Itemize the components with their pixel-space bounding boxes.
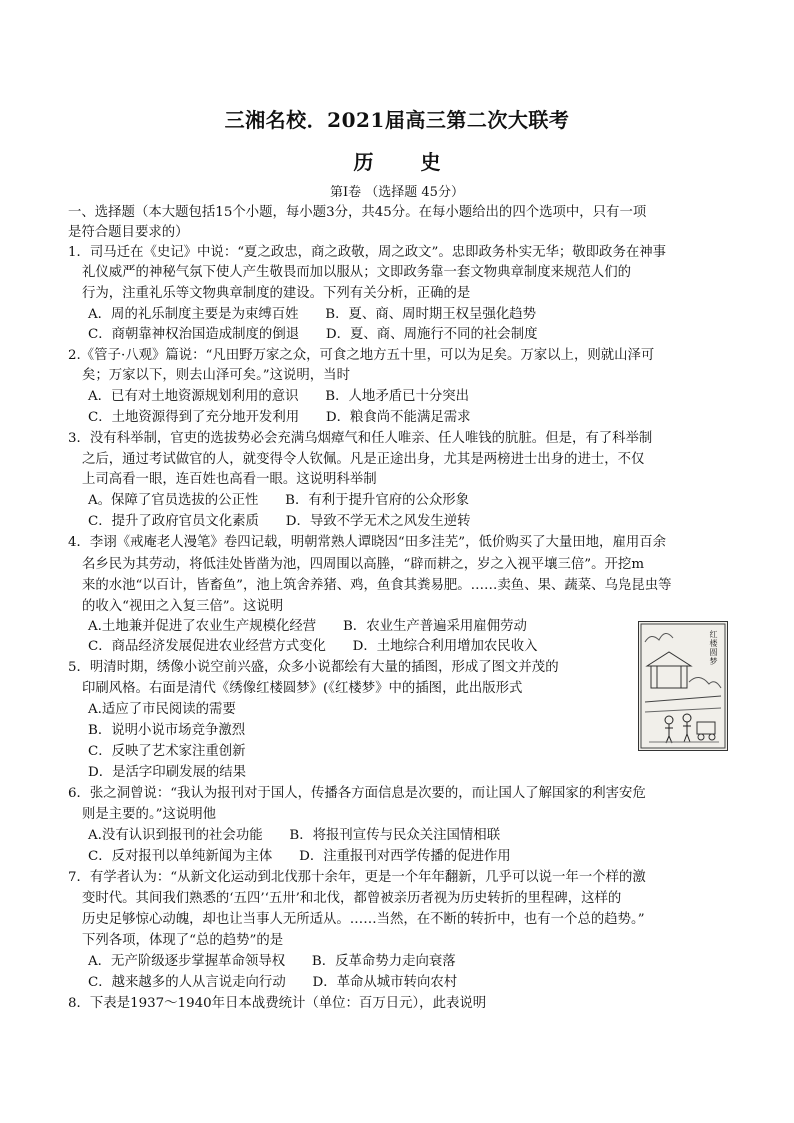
question-7-options: C．越来越多的人从言说走向行动 D．革命从城市转向农村 <box>88 975 458 990</box>
question-1-stem: 礼仪威严的神秘气氛下使人产生敬畏而加以服从；文即政务靠一套文物典章制度来规范人们的 <box>82 265 632 280</box>
question-3-stem: 之后，通过考试做官的人，就变得令人钦佩。凡是正途出身，尤其是两榜进士出身的进士，不仅 <box>82 452 645 467</box>
question-8-stem: 8．下表是1937～1940年日本战费统计（单位：百万日元），此表说明 <box>68 996 487 1011</box>
question-4-stem: 来的水池“以百计，皆畜鱼”，池上筑舍养猪、鸡，鱼食其粪易肥。……卖鱼、果、蔬菜、乌凫昆虫等 <box>82 578 672 593</box>
illustration-image <box>638 621 728 751</box>
instructions-line: 一、选择题（本大题包括15个小题，每小题3分，共45分。在每小题给出的四个选项中，只有一项 <box>68 205 647 220</box>
question-2-options: A．已有对土地资源规划利用的意识 B．人地矛盾已十分突出 <box>88 389 470 404</box>
question-5-stem: 5．明清时期，绣像小说空前兴盛，众多小说都绘有大量的插图，形成了图文并茂的 <box>68 660 559 675</box>
question-3-options: A。保障了官员选拔的公正性 B．有利于提升官府的公众形象 <box>88 493 470 508</box>
question-2-stem: 矣；万家以下，则去山泽可矣。”这说明，当时 <box>82 368 350 383</box>
question-4-stem: 4．李诩《戒庵老人漫笔》卷四记载，明朝常熟人谭晓因“田多洼芜”，低价购买了大量田地，雇用百余 <box>68 535 667 550</box>
question-3-options: C．提升了政府官员文化素质 D．导致不学无术之风发生逆转 <box>88 514 471 529</box>
subject-title: 历 史 <box>353 150 461 174</box>
question-7-stem: 下列各项，体现了“总的趋势”的是 <box>82 933 284 948</box>
question-6-stem: 则是主要的。”这说明他 <box>82 807 217 822</box>
question-5-option-d: D．是活字印刷发展的结果 <box>88 765 247 780</box>
exam-title: 三湘名校．2021届高三第二次大联考 <box>224 108 570 132</box>
question-5-option-a: A.适应了市民阅读的需要 <box>88 702 236 717</box>
section-heading: 第Ⅰ卷 （选择题 45分） <box>330 185 464 200</box>
question-7-stem: 变时代。其间我们熟悉的‘五四’‘五卅’和北伐，都曾被亲历者视为历史转折的里程碑，这样的 <box>82 891 622 906</box>
question-1-options: C．商朝靠神权治国造成制度的倒退 D．夏、商、周施行不同的社会制度 <box>88 327 538 342</box>
question-1-stem: 行为，注重礼乐等文物典章制度的建设。下列有关分析，正确的是 <box>82 286 471 301</box>
question-2-options: C．土地资源得到了充分地开发利用 D．粮食尚不能满足需求 <box>88 410 471 425</box>
question-1-stem: 1．司马迁在《史记》中说：“夏之政忠，商之政敬，周之政文”。忠即政务朴实无华；敬即政务在神事 <box>68 245 667 260</box>
question-6-options: C．反对报刊以单纯新闻为主体 D．注重报刊对西学传播的促进作用 <box>88 849 511 864</box>
question-5-stem: 印刷风格。右面是清代《绣像红楼圆梦》(《红楼梦》中的插图，此出版形式 <box>82 681 523 696</box>
question-5-option-c: C．反映了艺术家注重创新 <box>88 744 246 759</box>
instructions-line: 是符合题目要求的） <box>68 225 189 240</box>
question-2-stem: 2.《管子·八观》篇说：“凡田野万家之众，可食之地方五十里，可以为足矣。万家以上，则就山泽可 <box>68 348 655 363</box>
question-5-option-b: B．说明小说市场竞争激烈 <box>88 723 246 738</box>
question-3-stem: 上司高看一眼，连百姓也高看一眼。这说明科举制 <box>82 472 377 487</box>
question-4-options: C．商品经济发展促进农业经营方式变化 D．土地综合利用增加农民收入 <box>88 639 538 654</box>
question-6-options: A.没有认识到报刊的社会功能 B．将报刊宣传与民众关注国情相联 <box>88 828 501 843</box>
question-4-stem: 的收入“视田之入复三倍”。这说明 <box>82 599 284 614</box>
question-4-options: A.土地兼并促进了农业生产规模化经营 B．农业生产普遍采用雇佣劳动 <box>88 619 527 634</box>
illustration-caption: 红楼圆梦 <box>709 630 718 666</box>
question-6-stem: 6．张之洞曾说：“我认为报刊对于国人，传播各方面信息是次要的，而让国人了解国家的利害安危 <box>68 786 646 801</box>
question-7-options: A．无产阶级逐步掌握革命领导权 B．反革命势力走向衰落 <box>88 954 456 969</box>
question-3-stem: 3．没有科举制，官吏的选拔势必会充满乌烟瘴气和任人唯亲、任人唯钱的肮脏。但是，有了科举制 <box>68 431 653 446</box>
question-7-stem: 历史足够惊心动魄，却也让当事人无所适从。……当然，在不断的转折中，也有一个总的趋势。” <box>82 912 645 927</box>
question-7-stem: 7．有学者认为：“从新文化运动到北伐那十余年，更是一个年年翻新，几乎可以说一年一个样的激 <box>68 870 646 885</box>
question-4-stem: 名乡民为其劳动，将低洼处皆凿为池，四周围以高塍，“辟而耕之，岁之入视平壤三倍”。开挖m <box>82 557 645 572</box>
question-1-options: A．周的礼乐制度主要是为束缚百姓 B．夏、商、周时期王权呈强化趋势 <box>88 307 537 322</box>
